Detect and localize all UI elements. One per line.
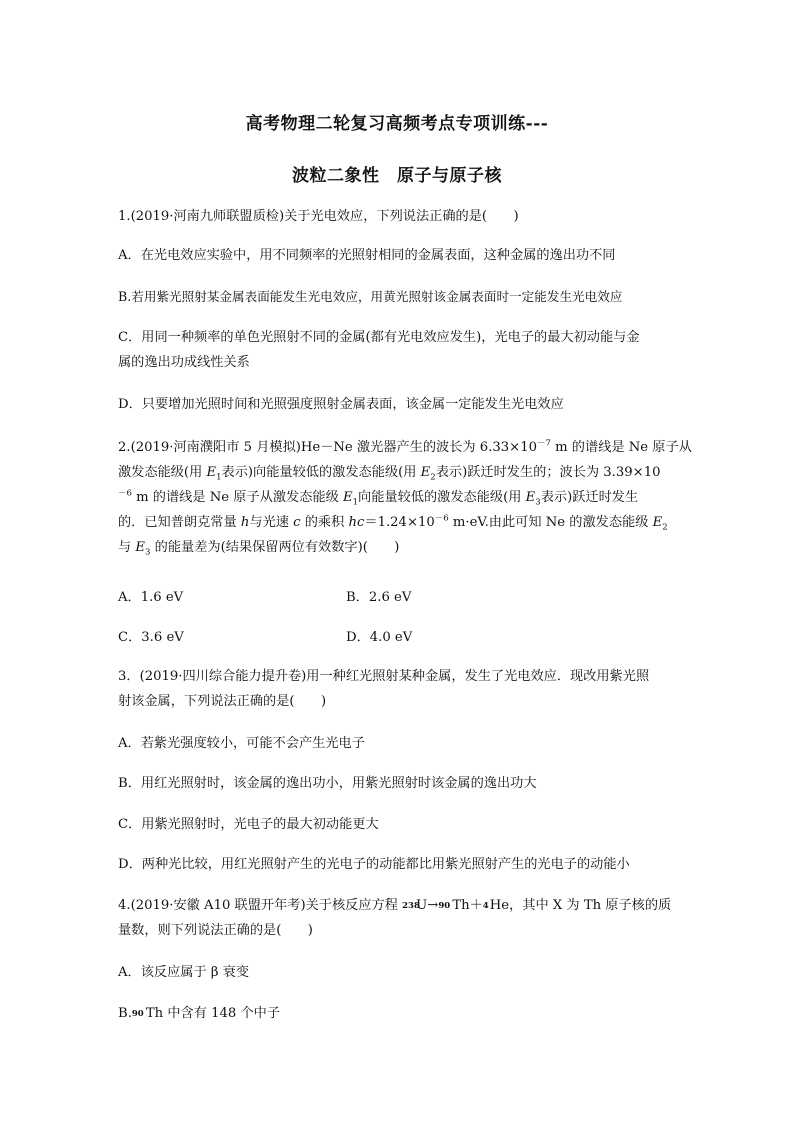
document-subtitle: 波粒二象性 原子与原子核 (292, 166, 502, 186)
question-2-line3: $^{-6}$ m 的谱线是 Ne 原子从激发态能级 $E_1$向能量较低的激发态能级(用 $E_3$表示)跃迁时发生 (118, 488, 639, 508)
question-1-option-c-line2: 属的逸出功成线性关系 (118, 355, 250, 370)
question-2-line4: 的．已知普朗克常量 h与光速 c 的乘积 $hc=1.24\times 10^{-6}$ m·eV.由此可知 Ne 的激发态能级 $E_2$ (118, 513, 668, 533)
question-2-line2: 激发态能级(用 $E_1$表示)向能量较低的激发态能级(用 $E_2$表示)跃迁时发生的；波长为 3.39×10 (118, 465, 661, 483)
question-2-line1: 2.(2019·河南濮阳市 5 月模拟)He－Ne 激光器产生的波长为 $6.33\times 10^{-7}$ m 的谱线是 Ne 原子从 (118, 438, 692, 455)
nuclide-helium: 4 (482, 901, 489, 911)
question-1-option-b: B.若用紫光照射某金属表面能发生光电效应，用黄光照射该金属表面时一定能发生光电效应 (118, 289, 623, 304)
question-2-option-a: A．1.6 eV (118, 590, 184, 605)
question-1-option-c-line1: C．用同一种频率的单色光照射不同的金属(都有光电效应发生)，光电子的最大初动能与金 (118, 330, 640, 345)
question-1-stem: 1.(2019·河南九师联盟质检)关于光电效应，下列说法正确的是( ) (118, 209, 519, 224)
question-2-option-b: B．2.6 eV (346, 590, 412, 605)
document-title: 高考物理二轮复习高频考点专项训练--- (245, 114, 549, 134)
question-3-option-b: B．用红光照射时，该金属的逸出功小，用紫光照射时该金属的逸出功大 (118, 776, 537, 791)
question-3-option-a: A．若紫光强度较小，可能不会产生光电子 (118, 736, 365, 751)
question-3-stem-line1: 3．(2019·四川综合能力提升卷)用一种红光照射某种金属，发生了光电效应．现改用紫光照 (118, 669, 650, 684)
question-4-option-b: B. 90 Th 中含有 148 个中子 (118, 1006, 281, 1021)
question-4-option-a: A．该反应属于 β 衰变 (118, 965, 250, 980)
question-1-option-a: A．在光电效应实验中，用不同频率的光照射相同的金属表面，这种金属的逸出功不同 (118, 248, 616, 263)
question-1-option-d: D．只要增加光照时间和光照强度照射金属表面，该金属一定能发生光电效应 (118, 397, 564, 412)
nuclide-uranium: 238 (402, 901, 420, 911)
question-2-option-c: C．3.6 eV (118, 630, 184, 645)
question-2-option-d: D．4.0 eV (346, 630, 413, 645)
question-4-line2: 量数，则下列说法正确的是( ) (118, 923, 313, 938)
question-3-option-c: C．用紫光照射时，光电子的最大初动能更大 (118, 817, 379, 832)
question-2-line5: 与 $E_3$ 的能量差为(结果保留两位有效数字)( ) (118, 540, 400, 558)
question-3-option-d: D．两种光比较，用红光照射产生的光电子的动能都比用紫光照射产生的光电子的动能小 (118, 857, 630, 872)
nuclide-thorium: 90 (438, 901, 451, 911)
question-4-line1: 4.(2019·安徽 A10 联盟开年考)关于核反应方程 238 U→ 90 Th＋ 4 He，其中 X 为 Th 原子核的质 (118, 898, 672, 913)
nuclide-thorium-b: 90 (131, 1009, 144, 1019)
question-3-stem-line2: 射该金属，下列说法正确的是( ) (118, 694, 327, 709)
